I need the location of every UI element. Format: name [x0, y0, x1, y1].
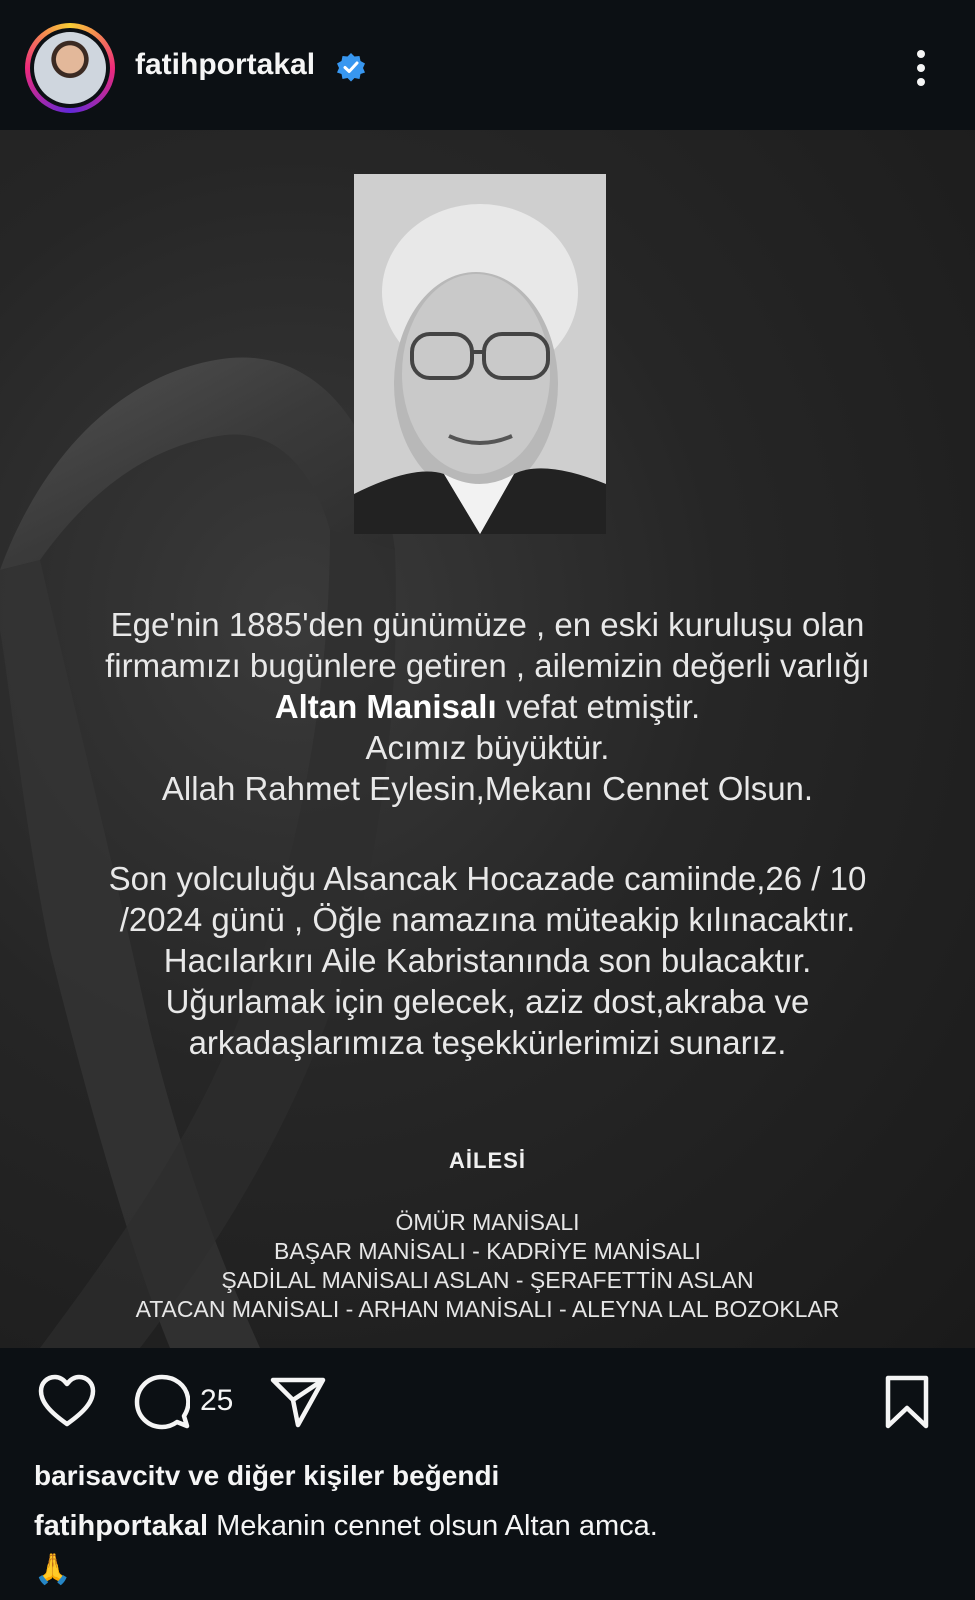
thanks-text: Uğurlamak için gelecek, aziz dost,akraba ve arkadaşlarımıza teşekkürlerimizi sunarız.: [165, 983, 810, 1061]
caption-username[interactable]: fatihportakal: [34, 1510, 209, 1542]
funeral-details: Son yolculuğu Alsancak Hocazade camiinde,26 / 10 /2024 günü , Öğle namazına müteakip kılınacaktır.: [108, 860, 867, 938]
family-member-line: BAŞAR MANİSALI - KADRİYE MANİSALI: [274, 1238, 701, 1264]
burial-details: Hacılarkırı Aile Kabristanında son bulacaktır.: [163, 942, 812, 979]
post-username[interactable]: fatihportakal: [135, 48, 316, 81]
family-member-line: ATACAN MANİSALI - ARHAN MANİSALI - ALEYNA LAL BOZOKLAR: [135, 1296, 840, 1322]
announcement-text-part-3: Acımız büyüktür.: [365, 729, 610, 766]
announcement-text-part-2: vefat etmiştir.: [505, 688, 701, 725]
portrait-illustration: [354, 174, 606, 534]
family-members-list: [40, 1208, 935, 1324]
comment-count[interactable]: 25: [200, 1384, 234, 1417]
announcement-text-part-4: Allah Rahmet Eylesin,Mekanı Cennet Olsun.: [161, 770, 814, 807]
family-title: AİLESİ: [449, 1148, 526, 1173]
deceased-name: Altan Manisalı: [274, 688, 497, 725]
bookmark-icon[interactable]: [884, 1374, 930, 1430]
family-member-line: ŞADİLAL MANİSALI ASLAN - ŞERAFETTİN ASLAN: [221, 1267, 754, 1293]
post-caption: [34, 1510, 658, 1543]
post-header: [0, 0, 975, 130]
send-icon[interactable]: [270, 1376, 326, 1428]
caption-text: Mekanin cennet olsun Altan amca.: [216, 1510, 658, 1542]
post-action-bar: [0, 1348, 975, 1458]
avatar-image-frame: [30, 28, 110, 108]
avatar[interactable]: [25, 23, 115, 113]
avatar-photo: [34, 32, 106, 104]
caption-emoji: 🙏: [34, 1553, 72, 1586]
family-member-line: ÖMÜR MANİSALI: [395, 1209, 580, 1235]
announcement-paragraph-2: [100, 858, 875, 1063]
comment-icon[interactable]: [134, 1374, 190, 1430]
announcement-paragraph-1: [100, 604, 875, 809]
more-vertical-icon[interactable]: [914, 48, 928, 88]
post-image[interactable]: [0, 130, 975, 1348]
announcement-text-part-1: Ege'nin 1885'den günümüze , en eski kuruluşu olan firmamızı bugünlere getiren , ailemizin değerli varlığı: [105, 606, 870, 684]
likes-summary[interactable]: barisavcitv ve diğer kişiler beğendi: [34, 1460, 500, 1491]
verified-badge-icon: [336, 52, 366, 82]
portrait-photo: [354, 174, 606, 534]
heart-icon[interactable]: [38, 1374, 96, 1428]
